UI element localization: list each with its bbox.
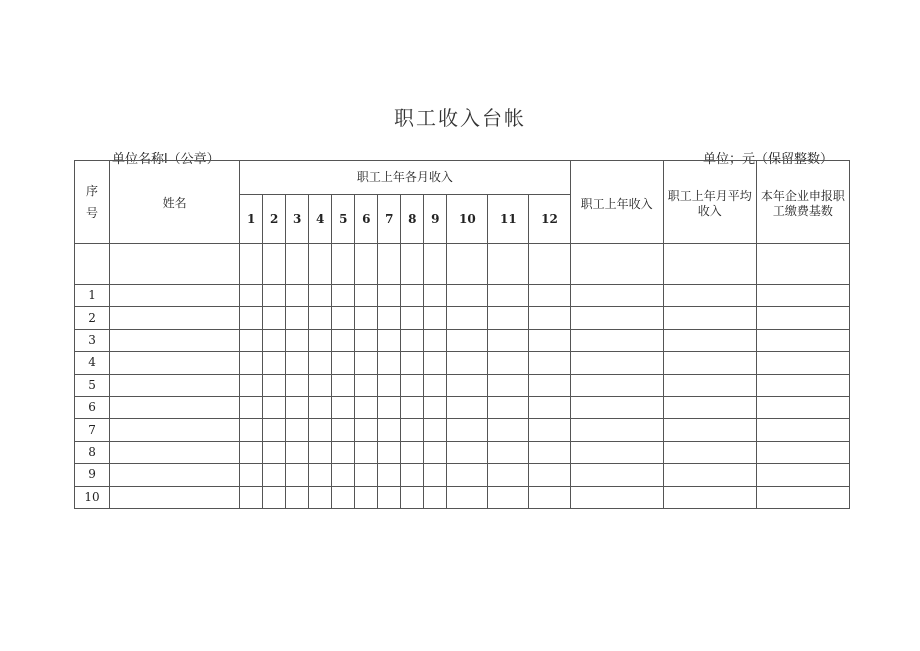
table-cell[interactable] [663, 244, 756, 285]
table-cell[interactable] [401, 307, 424, 329]
table-cell[interactable] [447, 486, 488, 508]
table-cell[interactable] [424, 244, 447, 285]
table-cell[interactable] [286, 307, 309, 329]
table-cell[interactable] [240, 441, 263, 463]
table-cell[interactable] [110, 285, 240, 307]
table-cell[interactable] [424, 486, 447, 508]
month-header-4: 4 [309, 195, 332, 244]
table-row [75, 396, 850, 418]
table-cell[interactable] [378, 464, 401, 486]
table-cell[interactable] [488, 352, 529, 374]
table-cell[interactable] [355, 396, 378, 418]
currency-unit-label: 单位；元（保留整数） [703, 152, 834, 167]
table-cell[interactable] [663, 352, 756, 374]
table-row [75, 329, 850, 351]
table-cell[interactable] [529, 329, 570, 351]
table-cell[interactable] [488, 396, 529, 418]
table-cell[interactable] [355, 285, 378, 307]
table-cell[interactable] [332, 486, 355, 508]
table-cell[interactable] [286, 329, 309, 351]
table-cell[interactable] [332, 464, 355, 486]
table-cell[interactable] [110, 419, 240, 441]
table-cell[interactable] [263, 419, 286, 441]
table-cell[interactable] [756, 374, 849, 396]
table-cell[interactable] [286, 244, 309, 285]
table-cell[interactable] [263, 374, 286, 396]
row-number: 2 [75, 307, 110, 329]
table-row [75, 441, 850, 463]
month-header-12: 12 [529, 195, 570, 244]
table-cell[interactable] [378, 307, 401, 329]
table-cell[interactable] [488, 441, 529, 463]
table-cell[interactable] [309, 244, 332, 285]
table-cell[interactable] [286, 396, 309, 418]
table-cell[interactable] [424, 441, 447, 463]
table-cell[interactable] [663, 329, 756, 351]
table-cell[interactable] [447, 441, 488, 463]
monthly-average-header: 职工上年月平均收入 [663, 161, 756, 244]
table-cell[interactable] [240, 352, 263, 374]
table-row [75, 285, 850, 307]
table-cell[interactable] [240, 396, 263, 418]
income-ledger-table [74, 160, 850, 509]
row-number: 1 [75, 285, 110, 307]
table-cell[interactable] [447, 419, 488, 441]
table-cell[interactable] [378, 441, 401, 463]
table-cell[interactable] [75, 244, 110, 285]
table-cell[interactable] [309, 486, 332, 508]
table-cell[interactable] [309, 285, 332, 307]
table-cell[interactable] [756, 464, 849, 486]
table-cell[interactable] [401, 486, 424, 508]
table-cell[interactable] [663, 486, 756, 508]
table-cell[interactable] [756, 285, 849, 307]
table-cell[interactable] [424, 374, 447, 396]
table-cell[interactable] [263, 307, 286, 329]
table-cell[interactable] [110, 352, 240, 374]
table-cell[interactable] [309, 329, 332, 351]
table-cell[interactable] [332, 285, 355, 307]
table-cell[interactable] [110, 244, 240, 285]
table-cell[interactable] [756, 441, 849, 463]
table-cell[interactable] [663, 307, 756, 329]
table-cell[interactable] [529, 419, 570, 441]
seq-header [75, 161, 110, 244]
table-cell[interactable] [570, 464, 663, 486]
table-cell[interactable] [263, 396, 286, 418]
table-cell[interactable] [663, 285, 756, 307]
table-cell[interactable] [570, 419, 663, 441]
table-cell[interactable] [240, 374, 263, 396]
row-number: 3 [75, 329, 110, 351]
table-cell[interactable] [570, 396, 663, 418]
table-cell[interactable] [570, 441, 663, 463]
table-cell[interactable] [286, 374, 309, 396]
table-cell[interactable] [447, 464, 488, 486]
table-cell[interactable] [110, 374, 240, 396]
month-header-9: 9 [424, 195, 447, 244]
table-cell[interactable] [263, 244, 286, 285]
table-cell[interactable] [378, 285, 401, 307]
table-cell[interactable] [355, 464, 378, 486]
table-cell[interactable] [529, 486, 570, 508]
table-cell[interactable] [424, 419, 447, 441]
month-header-1: 1 [240, 195, 263, 244]
table-cell[interactable] [401, 419, 424, 441]
table-cell[interactable] [378, 396, 401, 418]
table-cell[interactable] [663, 374, 756, 396]
table-cell[interactable] [756, 486, 849, 508]
table-cell[interactable] [286, 486, 309, 508]
month-header-8: 8 [401, 195, 424, 244]
table-cell[interactable] [401, 374, 424, 396]
table-cell[interactable] [240, 285, 263, 307]
row-number: 5 [75, 374, 110, 396]
table-cell[interactable] [263, 486, 286, 508]
table-cell[interactable] [488, 374, 529, 396]
table-cell[interactable] [401, 244, 424, 285]
header-row-1 [75, 161, 850, 195]
table-cell[interactable] [570, 285, 663, 307]
table-cell[interactable] [110, 307, 240, 329]
table-cell[interactable] [332, 244, 355, 285]
table-cell[interactable] [378, 352, 401, 374]
row-number: 9 [75, 464, 110, 486]
row-number: 4 [75, 352, 110, 374]
table-cell[interactable] [447, 244, 488, 285]
table-cell[interactable] [488, 419, 529, 441]
name-header: 姓名 [110, 161, 240, 244]
table-cell[interactable] [332, 374, 355, 396]
table-cell[interactable] [240, 307, 263, 329]
table-cell[interactable] [355, 419, 378, 441]
table-cell[interactable] [378, 329, 401, 351]
contribution-base-header: 本年企业申报职工缴费基数 [756, 161, 849, 244]
table-cell[interactable] [110, 464, 240, 486]
table-cell[interactable] [240, 244, 263, 285]
table-cell[interactable] [401, 441, 424, 463]
table-cell[interactable] [570, 329, 663, 351]
table-cell[interactable] [756, 329, 849, 351]
table-cell[interactable] [286, 464, 309, 486]
table-cell[interactable] [378, 486, 401, 508]
table-cell[interactable] [401, 329, 424, 351]
table-cell[interactable] [756, 419, 849, 441]
table-cell[interactable] [570, 244, 663, 285]
table-cell[interactable] [309, 307, 332, 329]
table-cell[interactable] [424, 285, 447, 307]
month-header-2: 2 [263, 195, 286, 244]
month-header-11: 11 [488, 195, 529, 244]
table-cell[interactable] [309, 352, 332, 374]
row-number: 8 [75, 441, 110, 463]
document-title: 职工收入台帐 [394, 106, 526, 130]
table-cell[interactable] [240, 419, 263, 441]
table-cell[interactable] [424, 329, 447, 351]
table-cell[interactable] [309, 396, 332, 418]
table-cell[interactable] [447, 285, 488, 307]
table-cell[interactable] [286, 285, 309, 307]
table-cell[interactable] [570, 307, 663, 329]
row-number: 10 [75, 486, 110, 508]
row-number: 7 [75, 419, 110, 441]
month-header-3: 3 [286, 195, 309, 244]
table-cell[interactable] [447, 329, 488, 351]
table-cell[interactable] [110, 486, 240, 508]
table-cell[interactable] [401, 285, 424, 307]
table-cell[interactable] [756, 352, 849, 374]
table-cell[interactable] [355, 329, 378, 351]
table-cell[interactable] [309, 374, 332, 396]
table-cell[interactable] [378, 374, 401, 396]
table-cell[interactable] [263, 285, 286, 307]
month-header-10: 10 [447, 195, 488, 244]
table-cell[interactable] [332, 441, 355, 463]
table-cell[interactable] [332, 419, 355, 441]
table-cell[interactable] [401, 352, 424, 374]
table-cell[interactable] [529, 307, 570, 329]
table-cell[interactable] [488, 464, 529, 486]
table-cell[interactable] [332, 307, 355, 329]
table-row [75, 374, 850, 396]
table-cell[interactable] [447, 307, 488, 329]
table-row [75, 307, 850, 329]
blank-row [75, 244, 850, 285]
unit-name-label: 单位名称l（公章） [112, 152, 220, 167]
table-cell[interactable] [424, 307, 447, 329]
table-row [75, 352, 850, 374]
table-cell[interactable] [401, 464, 424, 486]
table-cell[interactable] [263, 441, 286, 463]
table-cell[interactable] [332, 396, 355, 418]
table-cell[interactable] [240, 329, 263, 351]
table-cell[interactable] [529, 464, 570, 486]
table-cell[interactable] [332, 329, 355, 351]
table-cell[interactable] [447, 352, 488, 374]
table-cell[interactable] [286, 352, 309, 374]
table-cell[interactable] [447, 374, 488, 396]
month-header-7: 7 [378, 195, 401, 244]
table-cell[interactable] [263, 352, 286, 374]
table-cell[interactable] [378, 244, 401, 285]
table-cell[interactable] [286, 441, 309, 463]
table-cell[interactable] [756, 244, 849, 285]
table-cell[interactable] [110, 396, 240, 418]
table-cell[interactable] [570, 352, 663, 374]
table-cell[interactable] [240, 464, 263, 486]
table-cell[interactable] [332, 352, 355, 374]
month-header-5: 5 [332, 195, 355, 244]
table-row [75, 419, 850, 441]
table-cell[interactable] [424, 352, 447, 374]
table-cell[interactable] [110, 329, 240, 351]
table-cell[interactable] [424, 464, 447, 486]
table-cell[interactable] [355, 352, 378, 374]
table-cell[interactable] [663, 396, 756, 418]
annual-income-header: 职工上年收入 [570, 161, 663, 244]
table-cell[interactable] [309, 441, 332, 463]
table-cell[interactable] [488, 486, 529, 508]
table-cell[interactable] [529, 396, 570, 418]
table-cell[interactable] [263, 464, 286, 486]
table-cell[interactable] [355, 441, 378, 463]
table-cell[interactable] [378, 419, 401, 441]
table-cell[interactable] [529, 244, 570, 285]
table-cell[interactable] [263, 329, 286, 351]
month-header-6: 6 [355, 195, 378, 244]
table-cell[interactable] [488, 244, 529, 285]
table-cell[interactable] [663, 441, 756, 463]
table-cell[interactable] [570, 486, 663, 508]
table-cell[interactable] [529, 352, 570, 374]
table-cell[interactable] [447, 396, 488, 418]
table-cell[interactable] [529, 374, 570, 396]
table-row [75, 464, 850, 486]
table-cell[interactable] [529, 441, 570, 463]
table-cell[interactable] [355, 486, 378, 508]
table-cell[interactable] [309, 419, 332, 441]
table-cell[interactable] [355, 244, 378, 285]
seq-header-label: 序号 [86, 184, 99, 220]
table-cell[interactable] [309, 464, 332, 486]
table-cell[interactable] [355, 307, 378, 329]
table-cell[interactable] [355, 374, 378, 396]
table-cell[interactable] [756, 396, 849, 418]
table-cell[interactable] [663, 464, 756, 486]
monthly-income-group-header: 职工上年各月收入 [240, 161, 570, 195]
table-cell[interactable] [401, 396, 424, 418]
table-row [75, 486, 850, 508]
table-cell[interactable] [424, 396, 447, 418]
table-cell[interactable] [663, 419, 756, 441]
table-cell[interactable] [240, 486, 263, 508]
table-cell[interactable] [488, 307, 529, 329]
table-cell[interactable] [570, 374, 663, 396]
table-cell[interactable] [488, 285, 529, 307]
table-cell[interactable] [529, 285, 570, 307]
row-number: 6 [75, 396, 110, 418]
table-cell[interactable] [286, 419, 309, 441]
table-cell[interactable] [488, 329, 529, 351]
table-cell[interactable] [110, 441, 240, 463]
table-cell[interactable] [756, 307, 849, 329]
